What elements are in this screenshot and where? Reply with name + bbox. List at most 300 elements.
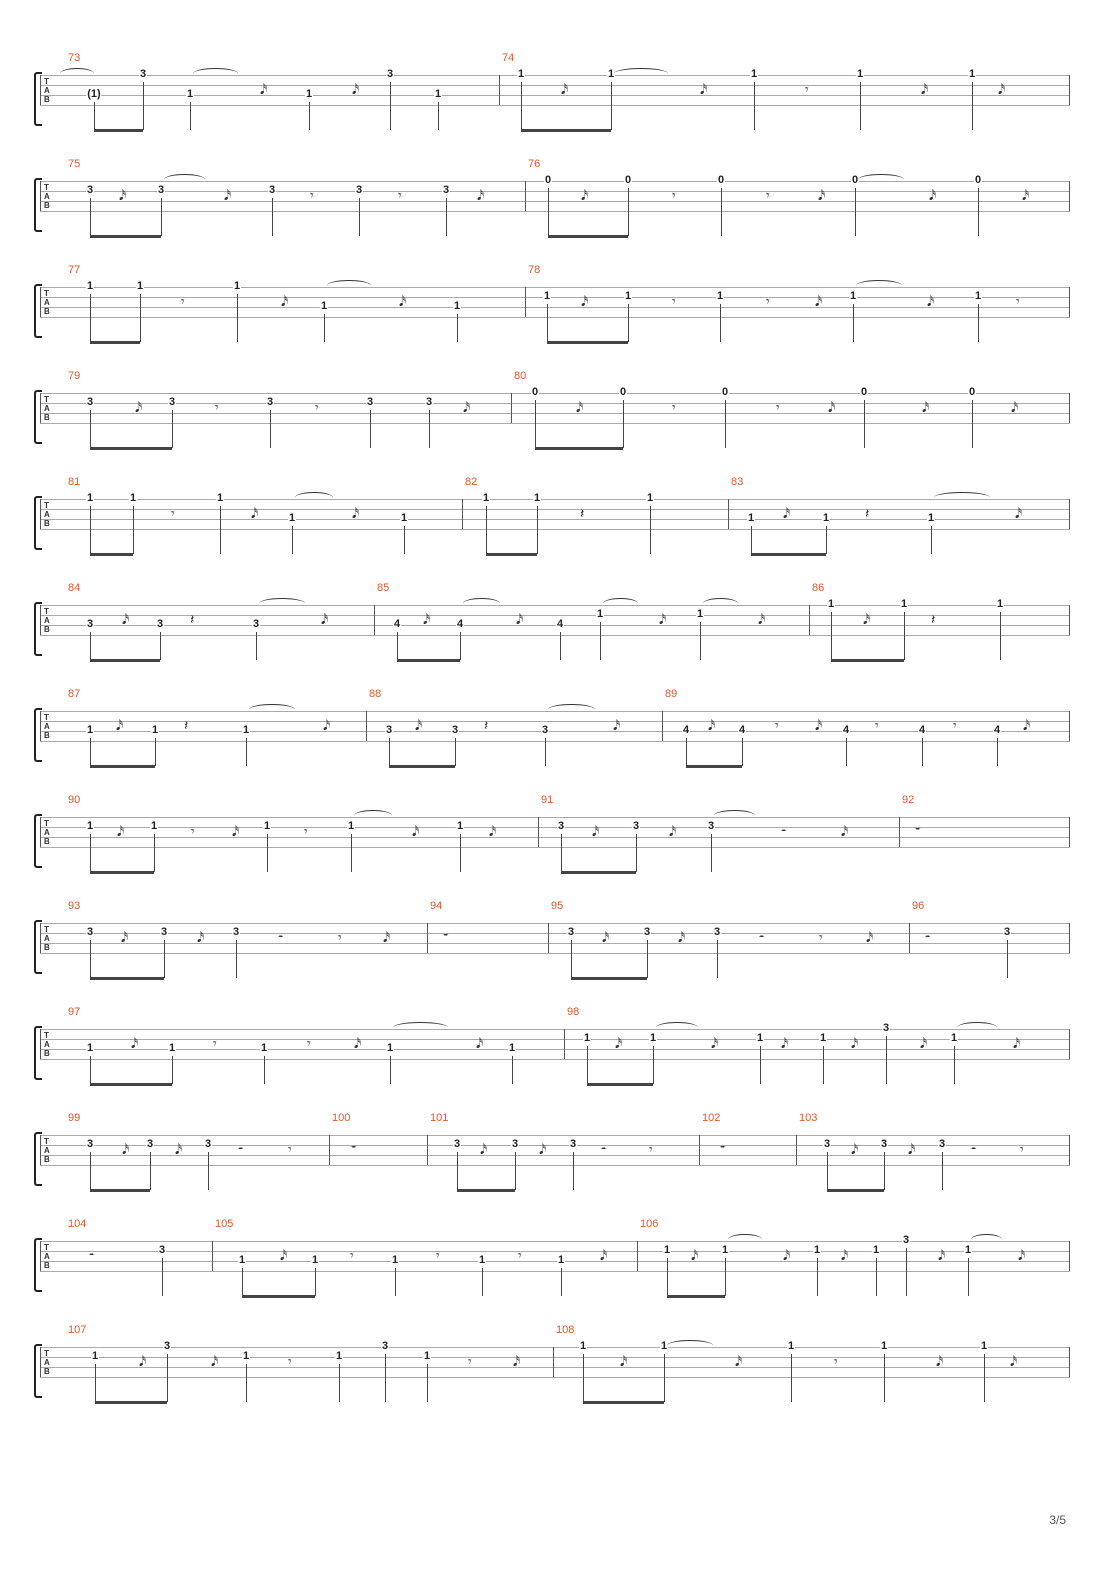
- barline: [40, 287, 41, 317]
- note-stem: [972, 400, 973, 448]
- tab-system: [0, 370, 1110, 470]
- tab-clef-letter: B: [44, 1261, 50, 1270]
- note-stem: [246, 738, 247, 766]
- barline: [909, 923, 910, 953]
- rest-symbol: 𝅘𝅥𝅯: [1015, 506, 1023, 522]
- rest-symbol: 𝅘𝅥𝅯: [224, 188, 232, 204]
- note-stem: [535, 400, 536, 448]
- rest-symbol: 𝄼: [278, 930, 284, 946]
- fret-number: 3: [366, 396, 374, 408]
- rest-symbol: 𝄾: [834, 1354, 838, 1370]
- note-stem: [292, 526, 293, 554]
- note-stem: [561, 834, 562, 872]
- staff-line: [40, 509, 1070, 510]
- measure-number: 104: [68, 1218, 87, 1230]
- tie-arc: [193, 68, 238, 79]
- note-stem: [359, 198, 360, 236]
- measure-number: 79: [68, 370, 81, 382]
- fret-number: 3: [168, 396, 176, 408]
- tie-arc: [327, 280, 371, 291]
- note-stem: [90, 1152, 91, 1190]
- note-stem: [968, 1258, 969, 1296]
- note-stem: [623, 400, 624, 448]
- fret-number: 3: [381, 1340, 389, 1352]
- note-stem: [270, 410, 271, 448]
- rest-symbol: 𝄾: [398, 188, 402, 204]
- tab-clef-letter: B: [44, 201, 50, 210]
- barline: [40, 75, 41, 105]
- fret-number: 3: [86, 396, 94, 408]
- rest-symbol: 𝄼: [89, 1248, 95, 1264]
- staff-line: [40, 423, 1070, 424]
- rest-symbol: 𝅘𝅥𝅯: [463, 400, 471, 416]
- note-stem: [90, 198, 91, 236]
- note-stem: [155, 738, 156, 766]
- note-stem: [154, 834, 155, 872]
- measure-number: 89: [665, 688, 678, 700]
- barline: [40, 1029, 41, 1059]
- rest-symbol: 𝄻: [915, 824, 921, 840]
- rest-symbol: 𝄾: [310, 188, 314, 204]
- note-stem: [242, 1268, 243, 1296]
- note-stem: [140, 294, 141, 342]
- fret-number: 1: [86, 724, 94, 736]
- fret-number: 1: [242, 724, 250, 736]
- tab-system: [0, 900, 1110, 1000]
- note-stem: [826, 526, 827, 554]
- note-stem: [486, 506, 487, 554]
- fret-number: 1: [557, 1254, 565, 1266]
- note-stem: [846, 738, 847, 766]
- staff-line: [40, 529, 1070, 530]
- rest-symbol: 𝅘𝅥𝅯: [828, 400, 836, 416]
- fret-number: 1: [624, 290, 632, 302]
- tab-clef-letter: B: [44, 625, 50, 634]
- fret-number: 1: [347, 820, 355, 832]
- rest-symbol: 𝅘𝅥𝅯: [576, 400, 584, 416]
- tab-clef-letter: B: [44, 837, 50, 846]
- note-stem: [653, 1046, 654, 1084]
- note-beam: [535, 447, 623, 450]
- note-stem: [725, 1258, 726, 1296]
- fret-number: 1: [242, 1350, 250, 1362]
- tab-clef-letter: A: [44, 828, 50, 837]
- barline: [564, 1029, 565, 1059]
- fret-number: 1: [880, 1340, 888, 1352]
- measure-number: 80: [514, 370, 527, 382]
- fret-number: 1: [787, 1340, 795, 1352]
- note-stem: [256, 632, 257, 660]
- page-number: 3/5: [1049, 1513, 1066, 1527]
- tab-system: [0, 1006, 1110, 1106]
- fret-number: 3: [632, 820, 640, 832]
- staff-line: [40, 605, 1070, 606]
- staff-line: [40, 1039, 1070, 1040]
- fret-number: 1: [543, 290, 551, 302]
- fret-number: 3: [157, 184, 165, 196]
- staff-line: [40, 615, 1070, 616]
- staff-line: [40, 499, 1070, 500]
- tab-system: [0, 264, 1110, 364]
- tab-clef-letter: T: [44, 1349, 49, 1358]
- note-stem: [561, 1268, 562, 1296]
- note-stem: [823, 1046, 824, 1084]
- rest-symbol: 𝅘𝅥𝅯: [117, 824, 125, 840]
- measure-number: 95: [551, 900, 564, 912]
- rest-symbol: 𝅘𝅥𝅯: [516, 612, 524, 628]
- fret-number: 0: [544, 174, 552, 186]
- fret-number: 3: [882, 1022, 890, 1034]
- staff-line: [40, 635, 1070, 636]
- tab-clef-letter: A: [44, 192, 50, 201]
- rest-symbol: 𝄽: [580, 506, 585, 522]
- fret-number: 1: [423, 1350, 431, 1362]
- note-stem: [827, 1152, 828, 1190]
- rest-symbol: 𝅘𝅥𝅯: [131, 1036, 139, 1052]
- staff-line: [40, 519, 1070, 520]
- rest-symbol: 𝄽: [484, 718, 489, 734]
- staff-line: [40, 105, 1070, 106]
- rest-symbol: 𝅘𝅥𝅯: [513, 1354, 521, 1370]
- rest-symbol: 𝅘𝅥𝅯: [581, 294, 589, 310]
- note-stem: [455, 738, 456, 766]
- fret-number: 1: [320, 300, 328, 312]
- barline: [548, 923, 549, 953]
- tab-clef-letter: T: [44, 713, 49, 722]
- fret-number: 1: [434, 88, 442, 100]
- fret-number: 3: [86, 1138, 94, 1150]
- note-stem: [700, 622, 701, 660]
- fret-number: 3: [160, 926, 168, 938]
- rest-symbol: 𝅘𝅥𝅯: [783, 1248, 791, 1264]
- measure-number: 103: [799, 1112, 818, 1124]
- tab-clef-letter: T: [44, 1137, 49, 1146]
- rest-symbol: 𝄼: [238, 1142, 244, 1158]
- staff-line: [40, 307, 1070, 308]
- staff-line: [40, 1357, 1070, 1358]
- fret-number: 1: [150, 820, 158, 832]
- rest-symbol: 𝄾: [215, 400, 219, 416]
- fret-number: 3: [880, 1138, 888, 1150]
- note-stem: [876, 1258, 877, 1296]
- fret-number: 3: [823, 1138, 831, 1150]
- barline: [40, 393, 41, 423]
- staff-line: [40, 393, 1070, 394]
- tab-clef-letter: T: [44, 501, 49, 510]
- note-beam: [389, 765, 455, 768]
- tie-arc: [656, 1022, 698, 1033]
- rest-symbol: 𝅘𝅥𝅯: [615, 1036, 623, 1052]
- measure-number: 78: [528, 264, 541, 276]
- tab-clef-letter: A: [44, 86, 50, 95]
- fret-number: 3: [569, 1138, 577, 1150]
- note-stem: [751, 526, 752, 554]
- note-stem: [984, 1354, 985, 1402]
- note-stem: [167, 1354, 168, 1402]
- rest-symbol: 𝅘𝅥𝅯: [122, 612, 130, 628]
- staff-line: [40, 741, 1070, 742]
- note-stem: [548, 188, 549, 236]
- rest-symbol: 𝅘𝅥𝅯: [139, 1354, 147, 1370]
- rest-symbol: 𝅘𝅥𝅯: [691, 1248, 699, 1264]
- note-stem: [664, 1354, 665, 1402]
- note-stem: [339, 1364, 340, 1402]
- fret-number: 3: [86, 618, 94, 630]
- note-beam: [561, 871, 636, 874]
- rest-symbol: 𝅘𝅥𝅯: [602, 930, 610, 946]
- staff-line: [40, 297, 1070, 298]
- note-beam: [90, 447, 172, 450]
- rest-symbol: 𝅘𝅥𝅯: [863, 612, 871, 628]
- measure-number: 85: [377, 582, 390, 594]
- tab-clef-letter: T: [44, 289, 49, 298]
- rest-symbol: 𝅘𝅥𝅯: [116, 718, 124, 734]
- fret-number: 3: [902, 1234, 910, 1246]
- note-beam: [547, 341, 628, 344]
- tie-arc: [603, 598, 638, 609]
- rest-symbol: 𝅘𝅥𝅯: [323, 718, 331, 734]
- note-stem: [370, 410, 371, 448]
- tab-clef-letter: B: [44, 1367, 50, 1376]
- rest-symbol: 𝅘𝅥𝅯: [938, 1248, 946, 1264]
- tab-clef-letter: T: [44, 607, 49, 616]
- rest-symbol: 𝅘𝅥𝅯: [321, 612, 329, 628]
- barline: [427, 1135, 428, 1165]
- fret-number: 3: [146, 1138, 154, 1150]
- rest-symbol: 𝅘𝅥𝅯: [232, 824, 240, 840]
- note-stem: [587, 1046, 588, 1084]
- tab-clef-letter: B: [44, 943, 50, 952]
- barline: [553, 1347, 554, 1377]
- note-beam: [486, 553, 537, 556]
- note-stem: [978, 304, 979, 342]
- rest-symbol: 𝅘𝅥𝅯: [620, 1354, 628, 1370]
- note-stem: [309, 102, 310, 130]
- staff-line: [40, 1165, 1070, 1166]
- note-stem: [457, 1152, 458, 1190]
- staff-line: [40, 1367, 1070, 1368]
- fret-number: 3: [713, 926, 721, 938]
- rest-symbol: 𝅘𝅥𝅯: [921, 82, 929, 98]
- fret-number: 3: [451, 724, 459, 736]
- staff-line: [40, 85, 1070, 86]
- measure-number: 100: [332, 1112, 351, 1124]
- fret-number: 1: [750, 68, 758, 80]
- note-stem: [720, 304, 721, 342]
- fret-number: 1: [456, 820, 464, 832]
- staff-line: [40, 1049, 1070, 1050]
- rest-symbol: 𝄾: [288, 1142, 292, 1158]
- staff-line: [40, 1261, 1070, 1262]
- rest-symbol: 𝄾: [1020, 1142, 1024, 1158]
- note-stem: [246, 1364, 247, 1402]
- barline: [1069, 1241, 1070, 1271]
- note-stem: [404, 526, 405, 554]
- measure-number: 93: [68, 900, 81, 912]
- fret-number: 4: [393, 618, 401, 630]
- note-stem: [686, 738, 687, 766]
- note-stem: [931, 526, 932, 554]
- note-stem: [884, 1354, 885, 1402]
- note-stem: [560, 632, 561, 660]
- note-stem: [647, 940, 648, 978]
- rest-symbol: 𝄾: [1016, 294, 1020, 310]
- fret-number: 3: [86, 184, 94, 196]
- barline: [637, 1241, 638, 1271]
- tab-clef-letter: B: [44, 413, 50, 422]
- rest-symbol: 𝅘𝅥𝅯: [477, 188, 485, 204]
- fret-number: 3: [156, 618, 164, 630]
- tab-clef-letter: T: [44, 1031, 49, 1040]
- note-stem: [267, 834, 268, 872]
- note-stem: [884, 1152, 885, 1190]
- barline: [40, 711, 41, 741]
- note-beam: [548, 235, 628, 238]
- fret-number: 3: [567, 926, 575, 938]
- note-stem: [628, 304, 629, 342]
- note-beam: [571, 977, 647, 980]
- tab-clef-letter: T: [44, 77, 49, 86]
- fret-number: 4: [842, 724, 850, 736]
- measure-number: 82: [465, 476, 478, 488]
- staff-line: [40, 731, 1070, 732]
- tie-arc: [934, 492, 990, 503]
- measure-number: 84: [68, 582, 81, 594]
- staff-line: [40, 721, 1070, 722]
- tab-clef-letter: B: [44, 519, 50, 528]
- rest-symbol: 𝅘𝅥𝅯: [998, 82, 1006, 98]
- fret-number: 1: [827, 598, 835, 610]
- note-stem: [997, 738, 998, 766]
- note-stem: [636, 834, 637, 872]
- staff-line: [40, 1377, 1070, 1378]
- fret-number: 1: [400, 512, 408, 524]
- fret-number: 0: [717, 174, 725, 186]
- rest-symbol: 𝄻: [351, 1142, 357, 1158]
- tie-arc: [548, 704, 595, 715]
- rest-symbol: 𝅘𝅥𝅯: [866, 930, 874, 946]
- rest-symbol: 𝄾: [672, 294, 676, 310]
- tie-arc: [703, 598, 738, 609]
- rest-symbol: 𝄼: [781, 824, 787, 840]
- note-stem: [389, 738, 390, 766]
- tie-arc: [858, 174, 904, 185]
- note-stem: [385, 1354, 386, 1402]
- fret-number: 1: [813, 1244, 821, 1256]
- fret-number: 1: [927, 512, 935, 524]
- note-stem: [725, 400, 726, 448]
- measure-number: 101: [430, 1112, 449, 1124]
- fret-number: 1: [663, 1244, 671, 1256]
- measure-number: 75: [68, 158, 81, 170]
- fret-number: 3: [442, 184, 450, 196]
- tab-clef-letter: A: [44, 1146, 50, 1155]
- rest-symbol: 𝄽: [184, 718, 189, 734]
- fret-number: 1: [756, 1032, 764, 1044]
- note-stem: [978, 188, 979, 236]
- note-stem: [272, 198, 273, 236]
- rest-symbol: 𝅘𝅥𝅯: [1010, 1354, 1018, 1370]
- note-stem: [324, 314, 325, 342]
- tie-arc: [354, 810, 392, 821]
- barline: [699, 1135, 700, 1165]
- note-stem: [457, 314, 458, 342]
- rest-symbol: 𝅘𝅥𝅯: [175, 1142, 183, 1158]
- barline: [40, 923, 41, 953]
- fret-number: 1: [996, 598, 1004, 610]
- rest-symbol: 𝅘𝅥𝅯: [354, 1036, 362, 1052]
- note-beam: [90, 871, 154, 874]
- note-beam: [90, 341, 140, 344]
- rest-symbol: 𝅘𝅥𝅯: [700, 82, 708, 98]
- rest-symbol: 𝄽: [931, 612, 936, 628]
- fret-number: 1: [453, 300, 461, 312]
- fret-number: 1: [508, 1042, 516, 1054]
- rest-symbol: 𝄽: [190, 612, 195, 628]
- tie-arc: [957, 1022, 997, 1033]
- measure-number: 88: [369, 688, 382, 700]
- fret-number: 1: [822, 512, 830, 524]
- tab-clef-letter: A: [44, 1358, 50, 1367]
- rest-symbol: 𝄾: [875, 718, 879, 734]
- barline: [366, 711, 367, 741]
- rest-symbol: 𝄾: [304, 824, 308, 840]
- fret-number: 1: [391, 1254, 399, 1266]
- tie-arc: [164, 174, 205, 185]
- barline: [40, 1135, 41, 1165]
- rest-symbol: 𝅘𝅥𝅯: [927, 294, 935, 310]
- staff-line: [40, 1059, 1070, 1060]
- rest-symbol: 𝄻: [720, 1142, 726, 1158]
- rest-symbol: 𝄼: [759, 930, 765, 946]
- note-stem: [600, 622, 601, 660]
- tab-system: [0, 794, 1110, 894]
- note-stem: [90, 940, 91, 978]
- note-stem: [90, 738, 91, 766]
- rest-symbol: 𝄾: [805, 82, 809, 98]
- tie-arc: [971, 1234, 1002, 1245]
- note-beam: [521, 129, 611, 132]
- fret-number: 1: [660, 1340, 668, 1352]
- barline: [511, 393, 512, 423]
- note-stem: [236, 940, 237, 978]
- rest-symbol: 𝅘𝅥𝅯: [1011, 400, 1019, 416]
- fret-number: 1: [482, 492, 490, 504]
- note-stem: [711, 834, 712, 872]
- note-stem: [438, 102, 439, 130]
- rest-symbol: 𝄼: [601, 1142, 607, 1158]
- fret-number: 0: [851, 174, 859, 186]
- barline: [329, 1135, 330, 1165]
- tie-arc: [249, 704, 295, 715]
- rest-symbol: 𝄾: [468, 1354, 472, 1370]
- measure-number: 83: [731, 476, 744, 488]
- fret-number: 1: [649, 1032, 657, 1044]
- note-beam: [827, 1189, 884, 1192]
- fret-number: 1: [849, 290, 857, 302]
- rest-symbol: 𝅘𝅥𝅯: [920, 1036, 928, 1052]
- fret-number: 4: [738, 724, 746, 736]
- tie-arc: [728, 1234, 762, 1245]
- rest-symbol: 𝅘𝅥𝅯: [539, 1142, 547, 1158]
- rest-symbol: 𝅘𝅥𝅯: [412, 824, 420, 840]
- rest-symbol: 𝄾: [518, 1248, 522, 1264]
- measure-number: 92: [902, 794, 915, 806]
- fret-number: 0: [624, 174, 632, 186]
- tie-arc: [667, 1340, 713, 1351]
- barline: [1069, 75, 1070, 105]
- rest-symbol: 𝅘𝅥𝅯: [851, 1036, 859, 1052]
